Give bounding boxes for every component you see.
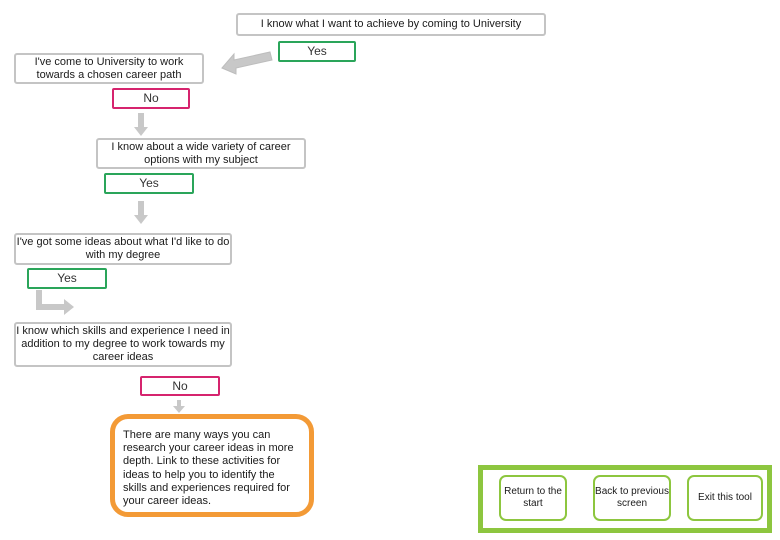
research-advice-text: There are many ways you can research your career ideas in more depth. Link to these activities for ideas to help you to identify the skills and experiences required for your career ideas. bbox=[123, 429, 294, 508]
return-to-start-label: Return to the start bbox=[504, 486, 562, 509]
no-answer-2[interactable] bbox=[140, 376, 220, 396]
return-to-start-button[interactable] bbox=[499, 475, 567, 521]
arrow-down-icon bbox=[134, 201, 148, 225]
navigation-panel bbox=[478, 465, 772, 533]
arrow-elbow-icon bbox=[34, 290, 78, 322]
back-label: Back to previous screen bbox=[595, 486, 669, 509]
question-ideas-text: I've got some ideas about what I'd like to do with my degree bbox=[16, 236, 230, 261]
question-skills-text: I know which skills and experience I need in addition to my degree to work towards my career ideas bbox=[16, 325, 230, 363]
no-answer-1-label: No bbox=[143, 91, 159, 105]
arrow-left-icon bbox=[218, 48, 274, 76]
exit-tool-button[interactable] bbox=[687, 475, 763, 521]
research-advice-box[interactable] bbox=[110, 414, 314, 517]
question-achieve-text: I know what I want to achieve by coming to University bbox=[260, 18, 522, 30]
question-ideas-box bbox=[14, 233, 232, 265]
yes-answer-2[interactable] bbox=[104, 173, 194, 194]
no-answer-2-label: No bbox=[172, 378, 188, 393]
yes-answer-3[interactable] bbox=[27, 268, 107, 289]
yes-answer-1[interactable] bbox=[278, 41, 356, 62]
yes-answer-1-label: Yes bbox=[307, 44, 327, 58]
arrow-down-icon bbox=[134, 113, 148, 137]
question-career-options-text: I know about a wide variety of career options with my subject bbox=[111, 140, 291, 166]
question-skills-box bbox=[14, 322, 232, 367]
question-career-options-box bbox=[96, 138, 306, 169]
arrow-down-icon bbox=[173, 400, 185, 414]
exit-tool-label: Exit this tool bbox=[698, 492, 752, 503]
back-button[interactable] bbox=[593, 475, 671, 521]
yes-answer-2-label: Yes bbox=[139, 176, 159, 190]
career-path-box bbox=[14, 53, 204, 84]
career-path-text: I've come to University to work towards a chosen career path bbox=[34, 55, 184, 81]
no-answer-1[interactable] bbox=[112, 88, 190, 109]
question-achieve-box bbox=[236, 13, 546, 36]
yes-answer-3-label: Yes bbox=[57, 271, 77, 285]
